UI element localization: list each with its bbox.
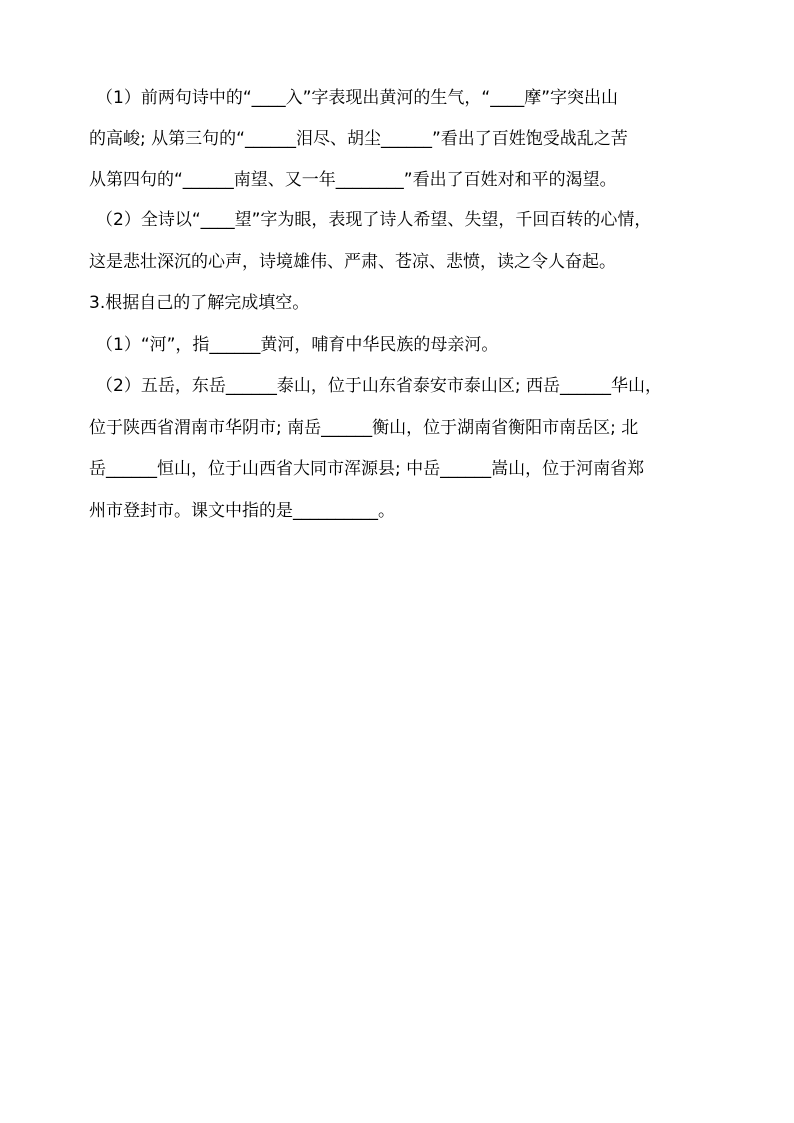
question-2-part-1-line-3: 从第四句的“______南望、又一年________”看出了百姓对和平的渴望。 — [89, 170, 617, 190]
question-2-part-1-line-2: 的高峻; 从第三句的“______泪尽、胡尘______”看出了百姓饱受战乱之苦 — [89, 129, 628, 149]
question-3-part-2-line-1: （2）五岳，东岳______泰山，位于山东省泰安市泰山区; 西岳______华山， — [96, 376, 662, 396]
question-3-heading: 3.根据自己的了解完成填空。 — [89, 293, 310, 313]
question-3-part-2-line-2: 位于陕西省渭南市华阴市; 南岳______衡山，位于湖南省衡阳市南岳区; 北 — [89, 418, 639, 438]
question-2-part-2-line-1: （2）全诗以“____望”字为眼，表现了诗人希望、失望，千回百转的心情， — [96, 210, 652, 230]
question-3-part-2-line-4: 州市登封市。课文中指的是__________。 — [89, 501, 395, 521]
question-2-part-1-line-1: （1）前两句诗中的“____入”字表现出黄河的生气，“____摩”字突出山 — [96, 88, 619, 108]
question-3-part-2-line-3: 岳______恒山，位于山西省大同市浑源县; 中岳______嵩山，位于河南省郑 — [89, 459, 645, 479]
question-2-part-2-line-2: 这是悲壮深沉的心声，诗境雄伟、严肃、苍凉、悲愤，读之令人奋起。 — [89, 252, 616, 272]
question-3-part-1: （1）“河”，指______黄河，哺育中华民族的母亲河。 — [96, 335, 499, 355]
